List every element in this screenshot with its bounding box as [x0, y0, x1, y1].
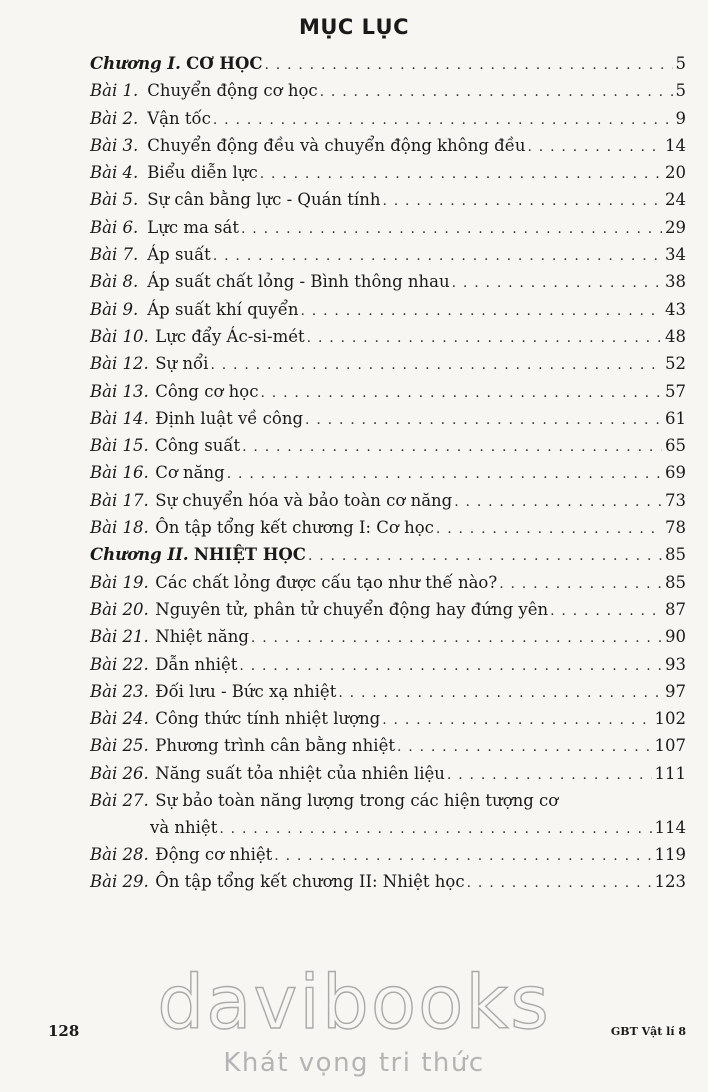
toc-page-number: 14 [662, 132, 686, 159]
dot-leader [454, 489, 662, 516]
toc-entry-title-continued: và nhiệt [150, 814, 219, 841]
toc-entry-label [90, 569, 499, 596]
toc-lesson-row [90, 787, 686, 841]
toc-lesson-row [90, 159, 686, 186]
watermark-tagline: Khát vọng tri thức [223, 1048, 485, 1078]
toc-entry-label [90, 760, 447, 787]
toc-page-number: 5 [673, 77, 687, 104]
toc-entry-title: Dẫn nhiệt [155, 654, 238, 674]
footer-book-label: GBT Vật lí 8 [610, 1025, 686, 1038]
toc-entry-label [90, 268, 452, 295]
toc-page-number: 114 [652, 814, 687, 841]
toc-entry-title: Vận tốc [147, 108, 211, 128]
toc-entry-title: Chuyển động đều và chuyển động không đều [147, 135, 526, 155]
toc-page-number: 85 [662, 541, 686, 568]
toc-page-number: 73 [662, 487, 686, 514]
toc-lesson-row [90, 105, 686, 132]
toc-entry-title: Nhiệt năng [155, 627, 249, 647]
toc-entry-title: Các chất lỏng được cấu tạo như thế nào? [155, 572, 498, 592]
toc-lesson-row [90, 678, 686, 705]
toc-page-number: 48 [662, 323, 686, 350]
toc-page-number: 123 [652, 868, 687, 895]
toc-lesson-row [90, 432, 686, 459]
toc-entry-number: Bài 19. [90, 572, 149, 592]
toc-lesson-row [90, 596, 686, 623]
toc-entry-label [90, 214, 241, 241]
toc-page-number: 43 [662, 296, 686, 323]
toc-page-number: 85 [662, 569, 686, 596]
toc-entry-number: Bài 8. [90, 272, 139, 292]
toc-page-number: 107 [652, 732, 687, 759]
toc-page-number: 29 [662, 214, 686, 241]
dot-leader [528, 134, 663, 161]
toc-entry-label [90, 541, 308, 568]
toc-entry-label [90, 651, 239, 678]
toc-entry-title: Áp suất chất lỏng - Bình thông nhau [147, 272, 450, 292]
toc-entry-number: Bài 3. [90, 135, 139, 155]
toc-page-number: 57 [662, 378, 686, 405]
dot-leader [301, 298, 663, 325]
toc-entry-title: Biểu diễn lực [147, 163, 258, 183]
dot-leader [213, 107, 673, 134]
toc-entry-number: Bài 17. [90, 490, 149, 510]
toc-entry-label [90, 459, 227, 486]
dot-leader [264, 52, 672, 79]
toc-entry-label [90, 432, 242, 459]
dot-leader [499, 571, 662, 598]
toc-entry-label [90, 596, 550, 623]
toc-entry-title: Áp suất [147, 245, 211, 265]
toc-entry-title: Sự cân bằng lực - Quán tính [147, 190, 381, 210]
toc-entry-label [90, 323, 307, 350]
toc-page-number: 61 [662, 405, 686, 432]
toc-entry-first-line [90, 787, 558, 814]
toc-entry-number: Bài 13. [90, 381, 149, 401]
toc-entry-label [90, 132, 528, 159]
toc-entry-label [90, 296, 301, 323]
toc-entry-title: Công suất [155, 436, 241, 456]
toc-entry-title: Sự nổi [155, 354, 209, 374]
toc-entry-number: Bài 28. [90, 845, 149, 865]
toc-entry-title: Ôn tập tổng kết chương II: Nhiệt học [155, 872, 465, 892]
toc-entry-title: Cơ năng [155, 463, 225, 483]
dot-leader [305, 407, 662, 434]
toc-entry-number: Bài 21. [90, 627, 149, 647]
dot-leader [241, 216, 662, 243]
toc-lesson-row [90, 214, 686, 241]
toc-page-number: 93 [662, 651, 686, 678]
table-of-contents [90, 50, 686, 896]
toc-entry-title: Định luật về công [155, 408, 304, 428]
toc-entry-title: Chuyển động cơ học [147, 81, 318, 101]
toc-entry-title: Phương trình cân bằng nhiệt [155, 736, 395, 756]
toc-entry-title: Nguyên tử, phân tử chuyển động hay đứng yên [155, 599, 549, 619]
toc-page-number: 90 [662, 623, 686, 650]
dot-leader [227, 461, 662, 488]
toc-entry-label [90, 868, 467, 895]
toc-entry-label [90, 514, 436, 541]
toc-lesson-row [90, 732, 686, 759]
toc-page-number: 69 [662, 459, 686, 486]
toc-entry-number: Bài 1. [90, 81, 139, 101]
toc-lesson-row [90, 760, 686, 787]
dot-leader [307, 325, 662, 352]
toc-page-number: 52 [662, 350, 686, 377]
toc-entry-number: Bài 16. [90, 463, 149, 483]
toc-lesson-row [90, 705, 686, 732]
toc-page-number: 111 [652, 760, 687, 787]
toc-entry-label [90, 105, 213, 132]
toc-lesson-row [90, 841, 686, 868]
toc-entry-number: Bài 2. [90, 108, 139, 128]
toc-lesson-row [90, 459, 686, 486]
toc-entry-label [90, 487, 454, 514]
dot-leader [382, 707, 651, 734]
toc-lesson-row [90, 296, 686, 323]
toc-entry-number: Bài 22. [90, 654, 149, 674]
toc-entry-label [90, 378, 260, 405]
toc-entry-title: Áp suất khí quyển [147, 299, 299, 319]
dot-leader [210, 352, 662, 379]
toc-entry-label [90, 841, 274, 868]
toc-entry-label [90, 241, 213, 268]
toc-lesson-row [90, 378, 686, 405]
toc-lesson-row [90, 350, 686, 377]
toc-entry-number: Bài 15. [90, 436, 149, 456]
dot-leader [447, 762, 652, 789]
toc-chapter-number: Chương I. [90, 54, 181, 73]
toc-entry-number: Bài 14. [90, 408, 149, 428]
dot-leader [382, 188, 662, 215]
toc-page-number: 102 [652, 705, 687, 732]
toc-page-number: 87 [662, 596, 686, 623]
toc-entry-number: Bài 9. [90, 299, 139, 319]
toc-entry-label [90, 732, 397, 759]
toc-lesson-row [90, 268, 686, 295]
toc-lesson-row [90, 569, 686, 596]
dot-leader [550, 598, 662, 625]
toc-entry-title: Đối lưu - Bức xạ nhiệt [155, 681, 337, 701]
toc-page-number: 38 [662, 268, 686, 295]
dot-leader [338, 680, 662, 707]
toc-page-number: 65 [662, 432, 686, 459]
toc-lesson-row [90, 132, 686, 159]
toc-entry-number: Bài 18. [90, 518, 149, 538]
dot-leader [213, 243, 662, 270]
toc-lesson-row [90, 405, 686, 432]
dot-leader [274, 843, 651, 870]
toc-lesson-row [90, 514, 686, 541]
toc-lesson-row [90, 651, 686, 678]
toc-entry-number: Bài 7. [90, 245, 139, 265]
toc-entry-number: Bài 29. [90, 872, 149, 892]
dot-leader [239, 653, 662, 680]
toc-chapter-title: NHIỆT HỌC [193, 545, 306, 565]
toc-page-number: 5 [673, 50, 687, 77]
dot-leader [320, 79, 673, 106]
dot-leader [260, 380, 662, 407]
toc-entry-title: Công cơ học [155, 381, 259, 401]
dot-leader [260, 161, 662, 188]
toc-chapter-row [90, 541, 686, 568]
toc-page-number: 20 [662, 159, 686, 186]
dot-leader [436, 516, 662, 543]
toc-entry-number: Bài 23. [90, 681, 149, 701]
toc-entry-label [90, 678, 338, 705]
toc-entry-label [90, 186, 382, 213]
toc-lesson-row [90, 241, 686, 268]
toc-lesson-row [90, 323, 686, 350]
toc-entry-number: Bài 20. [90, 599, 149, 619]
toc-entry-label [90, 77, 320, 104]
toc-page-number: 9 [673, 105, 687, 132]
toc-chapter-number: Chương II. [90, 545, 189, 565]
toc-chapter-row [90, 50, 686, 77]
dot-leader [242, 434, 662, 461]
dot-leader [251, 625, 662, 652]
dot-leader [397, 734, 652, 761]
toc-entry-number: Bài 6. [90, 217, 139, 237]
toc-entry-title: Sự bảo toàn năng lượng trong các hiện tượng cơ [155, 791, 559, 811]
toc-lesson-row [90, 623, 686, 650]
toc-page-number: 78 [662, 514, 686, 541]
toc-entry-label [90, 350, 210, 377]
toc-entry-number: Bài 5. [90, 190, 139, 210]
dot-leader [219, 816, 651, 843]
toc-entry-label [90, 405, 305, 432]
toc-lesson-row [90, 186, 686, 213]
toc-entry-number: Bài 10. [90, 326, 149, 346]
toc-chapter-title: CƠ HỌC [186, 54, 263, 73]
toc-entry-title: Lực ma sát [147, 217, 239, 237]
dot-leader [467, 870, 652, 897]
toc-entry-label [90, 623, 251, 650]
toc-lesson-row [90, 77, 686, 104]
dot-leader [452, 270, 662, 297]
page-title: MỤC LỤC [298, 15, 410, 39]
toc-entry-label [90, 159, 260, 186]
toc-page-number: 119 [652, 841, 687, 868]
toc-entry-number: Bài 12. [90, 354, 149, 374]
watermark-brand: davibooks [157, 960, 551, 1046]
toc-entry-title: Lực đẩy Ác-si-mét [155, 326, 305, 346]
toc-entry-number: Bài 4. [90, 163, 139, 183]
footer-page-number: 128 [48, 1022, 80, 1040]
toc-entry-label [90, 50, 264, 77]
toc-entry-number: Bài 27. [90, 791, 149, 811]
toc-entry-number: Bài 26. [90, 763, 149, 783]
toc-entry-number: Bài 25. [90, 736, 149, 756]
toc-lesson-row [90, 868, 686, 895]
dot-leader [308, 543, 662, 570]
toc-page-number: 24 [662, 186, 686, 213]
toc-lesson-row [90, 487, 686, 514]
toc-entry-title: Năng suất tỏa nhiệt của nhiên liệu [155, 763, 445, 783]
toc-entry-title: Ôn tập tổng kết chương I: Cơ học [155, 518, 434, 538]
toc-page-number: 97 [662, 678, 686, 705]
toc-entry-title: Sự chuyển hóa và bảo toàn cơ năng [155, 490, 453, 510]
toc-entry-title: Công thức tính nhiệt lượng [155, 709, 381, 729]
toc-entry-label [90, 705, 382, 732]
toc-entry-number: Bài 24. [90, 709, 149, 729]
toc-entry-title: Động cơ nhiệt [155, 845, 273, 865]
toc-page-number: 34 [662, 241, 686, 268]
